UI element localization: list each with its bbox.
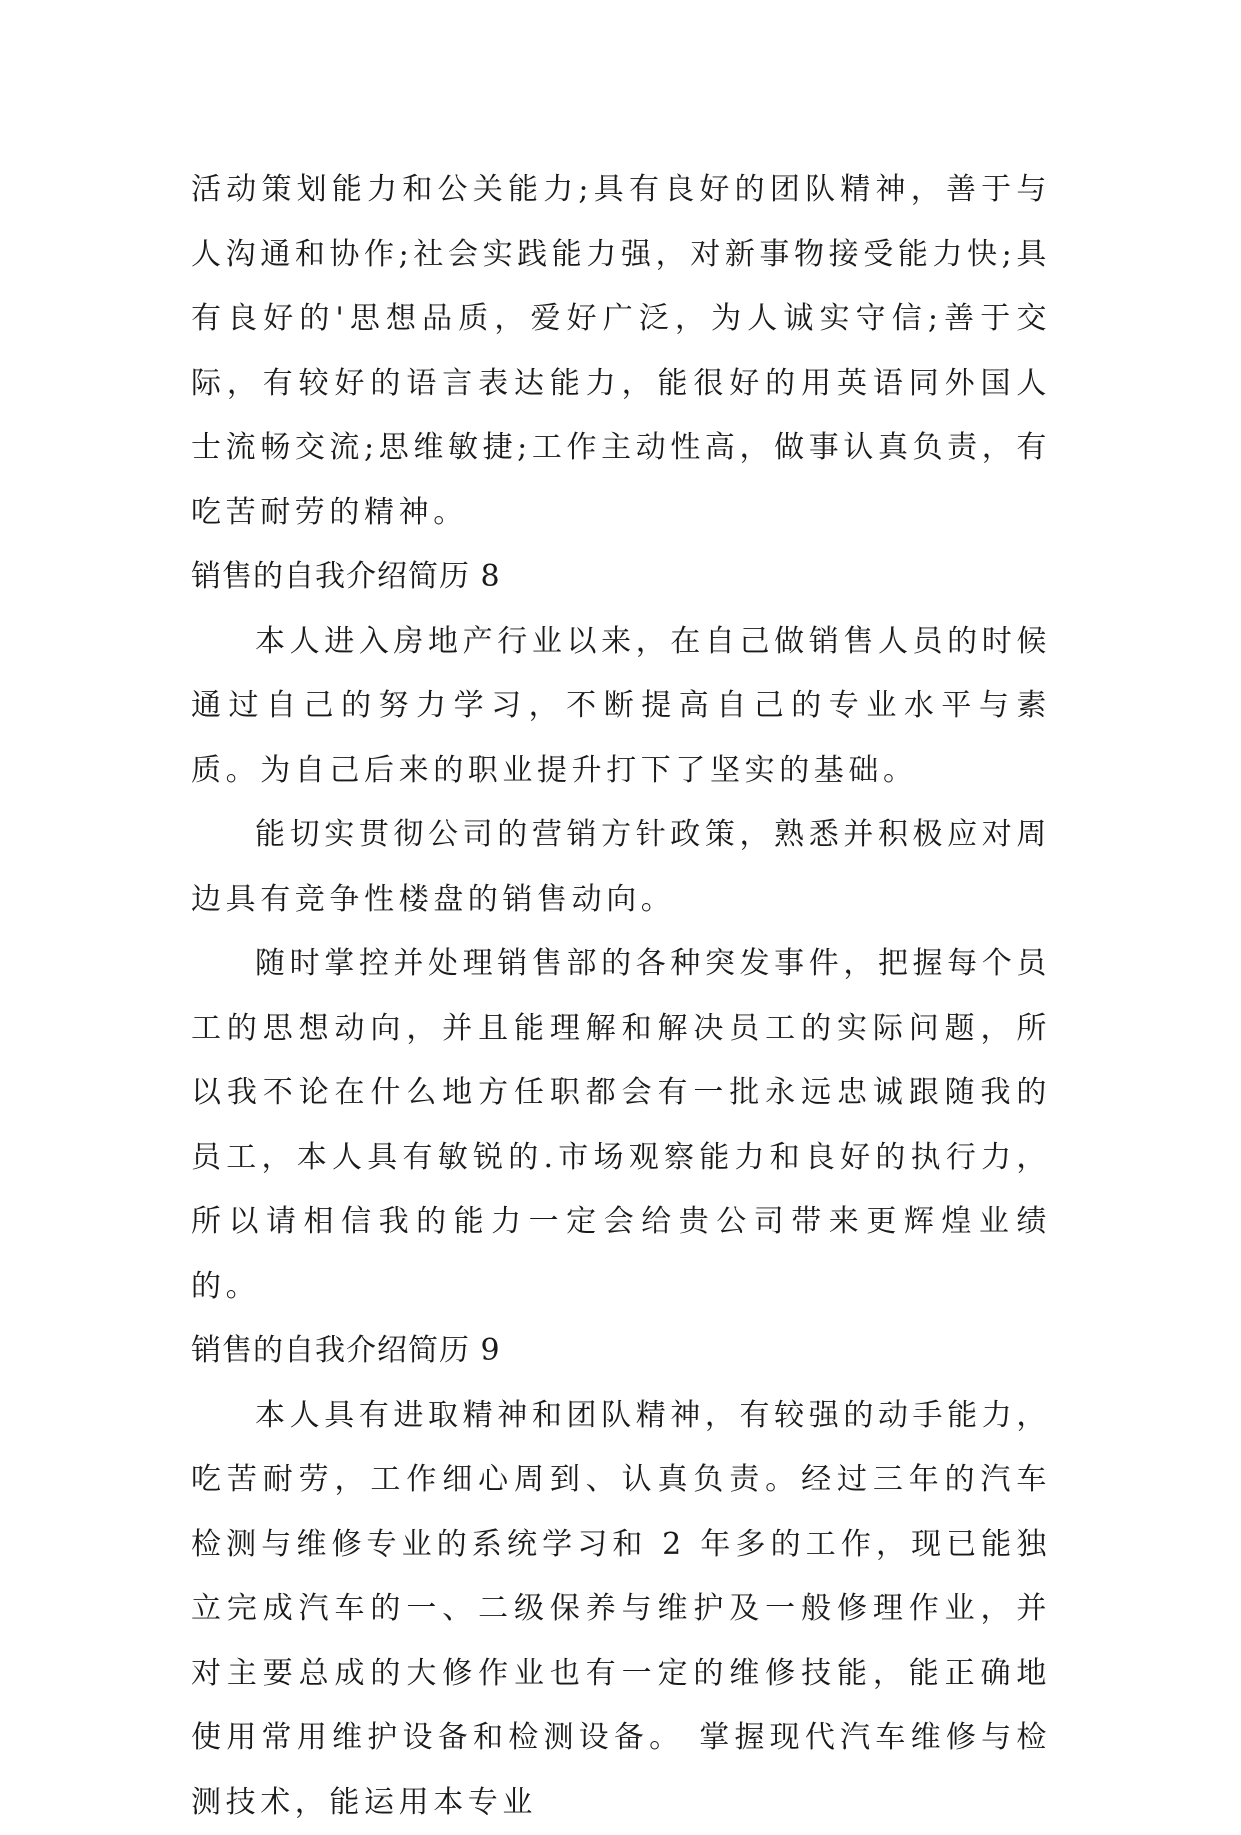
paragraph-skills-continued: 活动策划能力和公关能力;具有良好的团队精神，善于与人沟通和协作;社会实践能力强，对新事物接受能力快;具有良好的'思想品质，爱好广泛，为人诚实守信;善于交际，有较好的语言表达能力，能很好的用英语同外国人士流畅交流;思维敏捷;工作主动性高，做事认真负责，有吃苦耐劳的精神。 [191, 158, 1051, 545]
section-heading-9: 销售的自我介绍简历 9 [191, 1319, 1051, 1384]
paragraph-real-estate-intro: 本人进入房地产行业以来，在自己做销售人员的时候通过自己的努力学习，不断提高自己的专业水平与素质。为自己后来的职业提升打下了坚实的基础。 [191, 610, 1051, 804]
document-body [191, 158, 1051, 1835]
section-heading-8: 销售的自我介绍简历 8 [191, 545, 1051, 610]
paragraph-auto-repair: 本人具有进取精神和团队精神，有较强的动手能力，吃苦耐劳，工作细心周到、认真负责。经过三年的汽车检测与维修专业的系统学习和 2 年多的工作，现已能独立完成汽车的一、二级保养与维护及一般修理作业，并对主要总成的大修作业也有一定的维修技能，能正确地使用常用维护设备和检测设备。 掌握现代汽车维修与检测技术，能运用本专业 [191, 1384, 1051, 1835]
paragraph-marketing-policy: 能切实贯彻公司的营销方针政策，熟悉并积极应对周边具有竞争性楼盘的销售动向。 [191, 803, 1051, 932]
paragraph-team-management: 随时掌控并处理销售部的各种突发事件，把握每个员工的思想动向，并且能理解和解决员工的实际问题，所以我不论在什么地方任职都会有一批永远忠诚跟随我的员工，本人具有敏锐的.市场观察能力和良好的执行力，所以请相信我的能力一定会给贵公司带来更辉煌业绩的。 [191, 932, 1051, 1319]
